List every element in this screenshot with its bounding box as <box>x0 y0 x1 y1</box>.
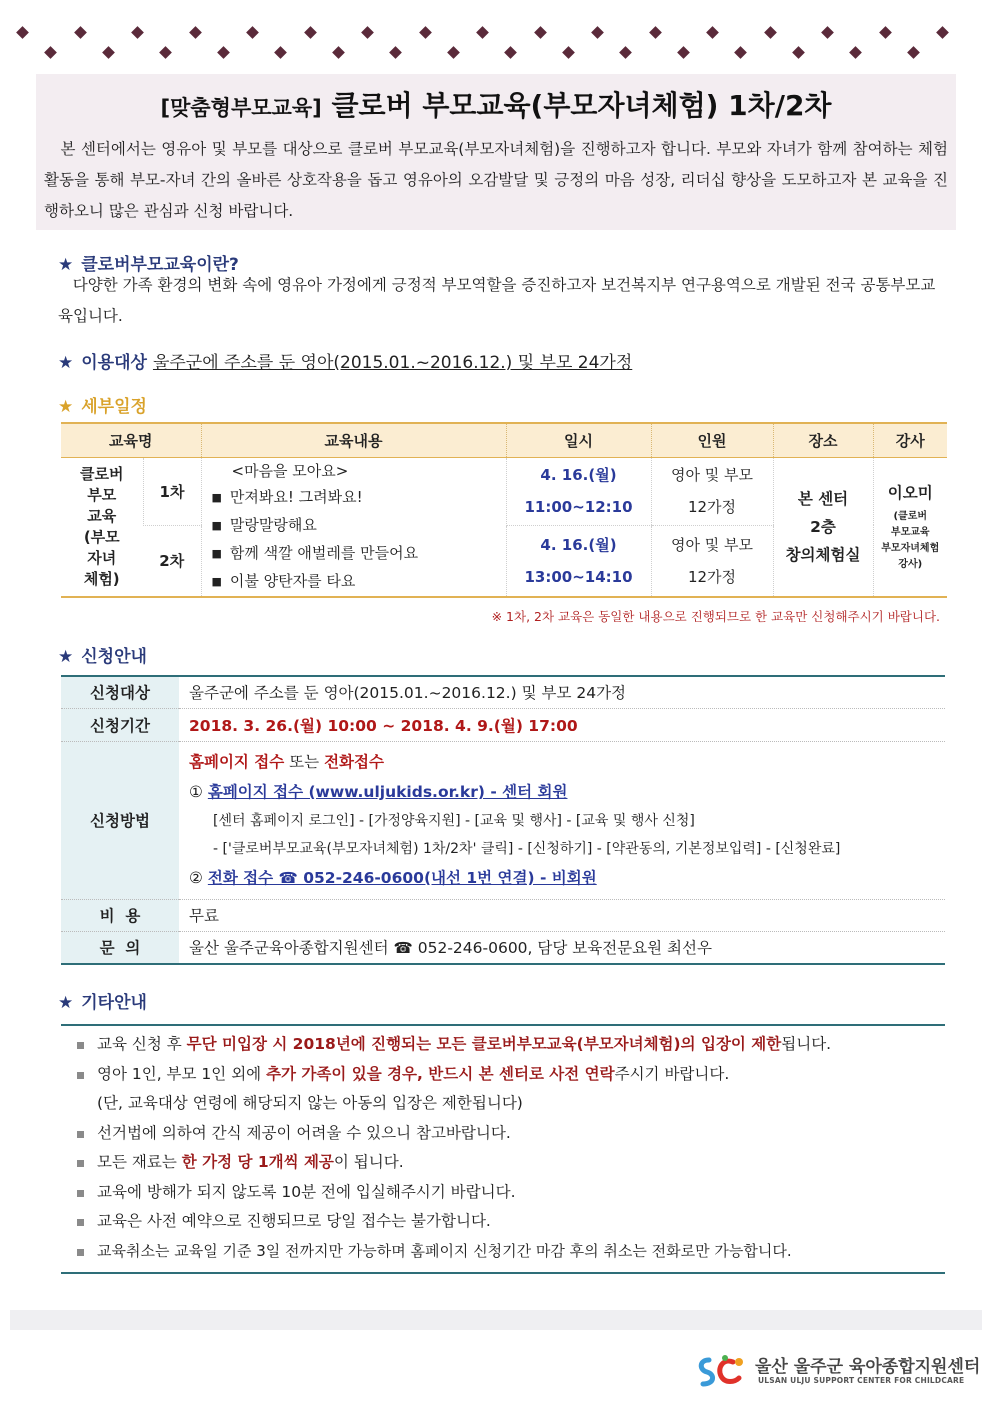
etc-list <box>61 1024 945 1274</box>
diamond-decoration <box>159 46 172 59</box>
intro-text: 본 센터에서는 영유아 및 부모를 대상으로 클로버 부모교육(부모자녀체험)을 진행하고자 합니다. 부모와 자녀가 함께 참여하는 체험활동을 통해 부모-자녀 간의 올바른 상호작용을 돕고 영유아의 오감발달 및 긍정의 마음 성장, 리더십 향상을 도모하고자 본 교육을 진행하오니 많은 관심과 신청 바랍니다. <box>44 140 948 220</box>
content-list <box>202 458 506 596</box>
list-item: 교육에 방해가 되지 않도록 10분 전에 입실해주시기 바랍니다. <box>61 1178 945 1208</box>
diamond-decoration <box>821 26 834 39</box>
program-name: 클로버 부모 교육 (부모 자녀 체험) <box>61 457 143 597</box>
diamond-decoration <box>44 46 57 59</box>
diamond-decoration <box>419 26 432 39</box>
diamond-decoration <box>74 26 87 39</box>
round-1: 1차 <box>143 457 201 525</box>
datetime-2: 4. 16.(월) 13:00~14:10 <box>506 525 651 597</box>
decorative-diamond-border <box>14 26 978 66</box>
star-icon: ★ <box>58 397 74 417</box>
diamond-decoration <box>591 26 604 39</box>
list-item: 선거법에 의하여 간식 제공이 어려울 수 있으니 참고바랍니다. <box>61 1119 945 1149</box>
apply-row <box>61 931 945 964</box>
diamond-decoration <box>447 46 460 59</box>
apply-row <box>61 676 945 708</box>
content-item: ■ 이불 양탄자를 타요 <box>212 568 506 596</box>
schedule-note: ※ 1차, 2차 교육은 동일한 내용으로 진행되므로 한 교육만 신청해주시기 바랍니다. <box>491 609 940 624</box>
apply-value: 무료 <box>179 899 945 931</box>
teacher: 이오미 (클로버 부모교육 부모자녀체험 강사) <box>873 457 947 597</box>
apply-period: 2018. 3. 26.(월) 10:00 ~ 2018. 4. 9.(월) 17:00 <box>179 708 945 741</box>
apply-method: 홈페이지 접수 또는 전화접수 ① 홈페이지 접수 (www.uljukids.or.kr) - 센터 회원 [센터 홈페이지 로그인] - [가정양육지원] - [교육 및 행사] - [교육 및 행사 신청] - ['클로버부모교육(부모자녀체험) 1차/2차' 클릭] - [신청하기] - [약관동의, 기본정보입력] - [신청완료] ② 전화 접수 ☎ 052-246-0600(내선 1번 연결) - 비회원 <box>179 741 945 899</box>
header-cell: 장소 <box>773 423 873 457</box>
people-1: 영아 및 부모 12가정 <box>651 457 773 525</box>
org-name-ko: 울산 울주군 육아종합지원센터 <box>755 1357 981 1377</box>
diamond-decoration <box>734 46 747 59</box>
phone-link[interactable]: 전화 접수 ☎ 052-246-0600(내선 1번 연결) - 비회원 <box>207 869 597 887</box>
diamond-decoration <box>792 46 805 59</box>
header-box <box>36 74 956 230</box>
diamond-decoration <box>936 26 949 39</box>
page-title <box>44 84 948 124</box>
org-logo-icon <box>695 1352 749 1390</box>
section-etc-heading: ★ 기타안내 <box>58 993 147 1013</box>
place: 본 센터 2층 창의체험실 <box>773 457 873 597</box>
schedule-table <box>61 422 947 598</box>
diamond-decoration <box>189 26 202 39</box>
diamond-decoration <box>217 46 230 59</box>
apply-label: 비 용 <box>61 899 179 931</box>
org-logo <box>695 1352 981 1392</box>
header-cell: 교육내용 <box>201 423 506 457</box>
content-item: ■ 말랑말랑해요 <box>212 512 506 540</box>
section-target: ★ 이용대상 울주군에 주소를 둔 영아(2015.01.~2016.12.) 및 부모 24가정 <box>58 353 633 373</box>
section-schedule-heading: ★ 세부일정 <box>58 397 147 417</box>
header-cell: 일시 <box>506 423 651 457</box>
list-item: 교육은 사전 예약으로 진행되므로 당일 접수는 불가합니다. <box>61 1207 945 1237</box>
org-name-en: ULSAN ULJU SUPPORT CENTER FOR CHILDCARE <box>758 1376 965 1385</box>
diamond-decoration <box>849 46 862 59</box>
section-apply-heading: ★ 신청안내 <box>58 647 147 667</box>
schedule-header-row <box>61 423 947 457</box>
diamond-decoration <box>389 46 402 59</box>
star-icon: ★ <box>58 993 74 1013</box>
list-item: 영아 1인, 부모 1인 외에 추가 가족이 있을 경우, 반드시 본 센터로 사전 연락주시기 바랍니다. <box>61 1060 945 1090</box>
apply-label: 신청대상 <box>61 676 179 708</box>
header-cell: 인원 <box>651 423 773 457</box>
list-item: 모든 재료는 한 가정 당 1개씩 제공이 됩니다. <box>61 1148 945 1178</box>
diamond-decoration <box>907 46 920 59</box>
diamond-decoration <box>274 46 287 59</box>
header-cell: 교육명 <box>61 423 201 457</box>
apply-label: 신청기간 <box>61 708 179 741</box>
section-what-heading: ★ 클로버부모교육이란? <box>58 255 239 275</box>
diamond-decoration <box>879 26 892 39</box>
title-main: 클로버 부모교육(부모자녀체험) 1차/2차 <box>331 89 832 122</box>
star-icon: ★ <box>58 255 74 275</box>
diamond-decoration <box>131 26 144 39</box>
apply-label: 문 의 <box>61 931 179 964</box>
diamond-decoration <box>649 26 662 39</box>
diamond-decoration <box>102 46 115 59</box>
diamond-decoration <box>619 46 632 59</box>
people-2: 영아 및 부모 12가정 <box>651 525 773 597</box>
apply-row <box>61 741 945 899</box>
diamond-decoration <box>504 46 517 59</box>
apply-value: 울주군에 주소를 둔 영아(2015.01.~2016.12.) 및 부모 24가정 <box>179 676 945 708</box>
apply-label: 신청방법 <box>61 741 179 899</box>
title-bracket: [맞춤형부모교육] <box>160 96 322 120</box>
diamond-decoration <box>332 46 345 59</box>
diamond-decoration <box>534 26 547 39</box>
diamond-decoration <box>764 26 777 39</box>
datetime-1: 4. 16.(월) 11:00~12:10 <box>506 457 651 525</box>
content-item: ■ 만져봐요! 그려봐요! <box>212 484 506 512</box>
content-item: ■ 함께 색깔 애벌레를 만들어요 <box>212 540 506 568</box>
section-what-text: 다양한 가족 환경의 변화 속에 영유아 가정에게 긍정적 부모역할을 증진하고자 보건복지부 연구용역으로 개발된 전국 공통부모교육입니다. <box>58 276 936 325</box>
content-title: <마음을 모아요> <box>231 461 349 480</box>
list-item: (단, 교육대상 연령에 해당되지 않는 아동의 입장은 제한됩니다) <box>97 1094 523 1112</box>
list-item: 교육취소는 교육일 기준 3일 전까지만 가능하며 홈페이지 신청기간 마감 후의 취소는 전화로만 가능합니다. <box>61 1237 945 1267</box>
diamond-decoration <box>706 26 719 39</box>
diamond-decoration <box>562 46 575 59</box>
footer-band <box>10 1310 982 1330</box>
content-cell <box>201 457 506 597</box>
schedule-row <box>61 457 947 525</box>
apply-row <box>61 899 945 931</box>
header-cell: 강사 <box>873 423 947 457</box>
target-text: 울주군에 주소를 둔 영아(2015.01.~2016.12.) 및 부모 24가정 <box>152 353 633 373</box>
diamond-decoration <box>16 26 29 39</box>
apply-value: 울산 울주군육아종합지원센터 ☎ 052-246-0600, 담당 보육전문요원 최선우 <box>179 931 945 964</box>
apply-table <box>61 675 945 965</box>
diamond-decoration <box>246 26 259 39</box>
homepage-link[interactable]: 홈페이지 접수 (www.uljukids.or.kr) - 센터 회원 <box>207 783 568 801</box>
diamond-decoration <box>476 26 489 39</box>
list-item: 교육 신청 후 무단 미입장 시 2018년에 진행되는 모든 클로버부모교육(부모자녀체험)의 입장이 제한됩니다. <box>61 1030 945 1060</box>
diamond-decoration <box>677 46 690 59</box>
apply-row <box>61 708 945 741</box>
round-2: 2차 <box>143 525 201 597</box>
star-icon: ★ <box>58 647 74 667</box>
diamond-decoration <box>304 26 317 39</box>
diamond-decoration <box>361 26 374 39</box>
star-icon: ★ <box>58 353 74 373</box>
